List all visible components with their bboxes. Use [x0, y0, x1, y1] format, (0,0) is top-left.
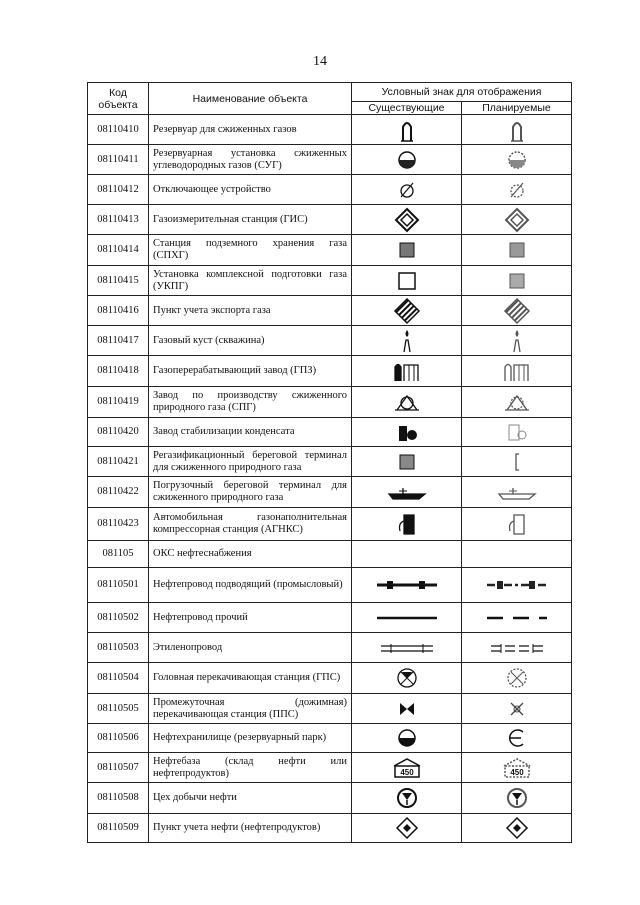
planned-condensate-plant-icon	[462, 418, 572, 447]
existing-condensate-plant-icon	[352, 418, 462, 447]
object-code: 08110422	[88, 477, 149, 508]
object-code: 08110420	[88, 418, 149, 447]
header-code: Код объекта	[88, 83, 149, 115]
object-code: 08110506	[88, 724, 149, 753]
planned-fuel-station-icon	[462, 508, 572, 541]
page-number: 14	[313, 54, 327, 69]
table-row	[88, 541, 572, 568]
planned-oil-production-icon	[462, 783, 572, 814]
table-row	[88, 387, 572, 418]
table-row	[88, 814, 572, 843]
header-name: Наименование объекта	[149, 83, 352, 115]
object-code: 08110421	[88, 447, 149, 477]
existing-oil-metering-icon	[352, 814, 462, 843]
object-code: 08110419	[88, 387, 149, 418]
object-name: Газовый куст (скважина)	[149, 326, 352, 356]
existing-tank-icon	[352, 115, 462, 145]
object-name: Установка комплексной подготовки газа (УКПГ)	[149, 266, 352, 296]
object-code: 08110423	[88, 508, 149, 541]
existing-pump-station-icon	[352, 663, 462, 694]
planned-ethylene-line-icon	[462, 633, 572, 663]
object-code: 08110503	[88, 633, 149, 663]
existing-well-icon	[352, 326, 462, 356]
planned-filled-square-icon	[462, 235, 572, 266]
symbol-planned	[462, 541, 572, 568]
object-name: Резервуарная установка сжиженных углеводородных газов (СУГ)	[149, 145, 352, 175]
existing-pipeline-icon	[352, 568, 462, 603]
planned-valve-icon	[462, 175, 572, 205]
planned-pipeline-icon	[462, 568, 572, 603]
object-code: 08110414	[88, 235, 149, 266]
table-row	[88, 508, 572, 541]
existing-square-icon	[352, 266, 462, 296]
object-name: Пункт учета экспорта газа	[149, 296, 352, 326]
object-code: 08110410	[88, 115, 149, 145]
object-name: Нефтепровод подводящий (промысловый)	[149, 568, 352, 603]
planned-well-icon	[462, 326, 572, 356]
table-row	[88, 633, 572, 663]
object-name: Этиленопровод	[149, 633, 352, 663]
planned-oil-metering-icon	[462, 814, 572, 843]
object-code: 08110416	[88, 296, 149, 326]
object-code: 08110505	[88, 694, 149, 724]
planned-oil-depot-icon	[462, 753, 572, 783]
table-row	[88, 694, 572, 724]
symbol-existing	[352, 541, 462, 568]
planned-terminal-icon	[462, 447, 572, 477]
table-row	[88, 235, 572, 266]
object-name: Нефтехранилище (резервуарный парк)	[149, 724, 352, 753]
planned-pump-station-icon	[462, 663, 572, 694]
planned-line-icon	[462, 603, 572, 633]
object-name: Газоперерабатывающий завод (ГПЗ)	[149, 356, 352, 387]
existing-diamond-icon	[352, 205, 462, 235]
table-row	[88, 783, 572, 814]
object-code: 08110412	[88, 175, 149, 205]
object-code: 08110417	[88, 326, 149, 356]
table-row	[88, 266, 572, 296]
existing-lng-plant-icon	[352, 387, 462, 418]
object-name: Головная перекачивающая станция (ГПС)	[149, 663, 352, 694]
existing-oil-production-icon	[352, 783, 462, 814]
object-name: Погрузочный береговой терминал для сжиженного природного газа	[149, 477, 352, 508]
planned-ship-icon	[462, 477, 572, 508]
object-code: 08110504	[88, 663, 149, 694]
object-name: Промежуточная (дожимная) перекачивающая станция (ППС)	[149, 694, 352, 724]
planned-oil-storage-icon	[462, 724, 572, 753]
object-code: 08110502	[88, 603, 149, 633]
svg-text:450: 450	[509, 767, 524, 777]
object-code: 081105	[88, 541, 149, 568]
existing-ship-icon	[352, 477, 462, 508]
object-code: 08110411	[88, 145, 149, 175]
object-name: Нефтебаза (склад нефти или нефтепродуктов)	[149, 753, 352, 783]
existing-oil-depot-icon	[352, 753, 462, 783]
existing-ethylene-line-icon	[352, 633, 462, 663]
object-name: Регазификационный береговой терминал для сжиженного природного газа	[149, 447, 352, 477]
existing-filled-square-icon	[352, 235, 462, 266]
table-row	[88, 296, 572, 326]
table-row	[88, 418, 572, 447]
table-row	[88, 753, 572, 783]
table-row	[88, 724, 572, 753]
table-row	[88, 205, 572, 235]
planned-lng-plant-icon	[462, 387, 572, 418]
object-name: Автомобильная газонаполнительная компрессорная станция (АГНКС)	[149, 508, 352, 541]
object-code: 08110415	[88, 266, 149, 296]
table-row	[88, 175, 572, 205]
planned-tank-icon	[462, 115, 572, 145]
header-planned: Планируемые	[462, 102, 572, 115]
object-code: 08110418	[88, 356, 149, 387]
table-row	[88, 115, 572, 145]
existing-hatched-diamond-icon	[352, 296, 462, 326]
table-row	[88, 356, 572, 387]
table-row	[88, 145, 572, 175]
table-row	[88, 326, 572, 356]
object-code: 08110509	[88, 814, 149, 843]
object-name: Завод стабилизации конденсата	[149, 418, 352, 447]
planned-half-circle-icon	[462, 145, 572, 175]
planned-plant-icon	[462, 356, 572, 387]
header-existing: Существующие	[352, 102, 462, 115]
existing-booster-station-icon	[352, 694, 462, 724]
table-row	[88, 568, 572, 603]
object-name: Цех добычи нефти	[149, 783, 352, 814]
existing-line-icon	[352, 603, 462, 633]
existing-half-circle-icon	[352, 145, 462, 175]
existing-terminal-icon	[352, 447, 462, 477]
object-name: Отключающее устройство	[149, 175, 352, 205]
object-name: ОКС нефтеснабжения	[149, 541, 352, 568]
existing-fuel-station-icon	[352, 508, 462, 541]
object-name: Пункт учета нефти (нефтепродуктов)	[149, 814, 352, 843]
object-name: Нефтепровод прочий	[149, 603, 352, 633]
table-row	[88, 663, 572, 694]
object-name: Завод по производству сжиженного природного газа (СПГ)	[149, 387, 352, 418]
planned-diamond-icon	[462, 205, 572, 235]
object-code: 08110508	[88, 783, 149, 814]
existing-valve-icon	[352, 175, 462, 205]
planned-square-icon	[462, 266, 572, 296]
existing-plant-icon	[352, 356, 462, 387]
object-code: 08110501	[88, 568, 149, 603]
object-code: 08110507	[88, 753, 149, 783]
header-symbol: Условный знак для отображения	[352, 83, 572, 102]
object-code: 08110413	[88, 205, 149, 235]
table-row	[88, 447, 572, 477]
table-row	[88, 477, 572, 508]
object-name: Резервуар для сжиженных газов	[149, 115, 352, 145]
planned-booster-station-icon	[462, 694, 572, 724]
object-name: Газоизмерительная станция (ГИС)	[149, 205, 352, 235]
planned-hatched-diamond-icon	[462, 296, 572, 326]
existing-oil-storage-icon	[352, 724, 462, 753]
table-row	[88, 603, 572, 633]
objects-table	[87, 82, 572, 843]
object-name: Станция подземного хранения газа (СПХГ)	[149, 235, 352, 266]
svg-text:450: 450	[399, 767, 414, 777]
